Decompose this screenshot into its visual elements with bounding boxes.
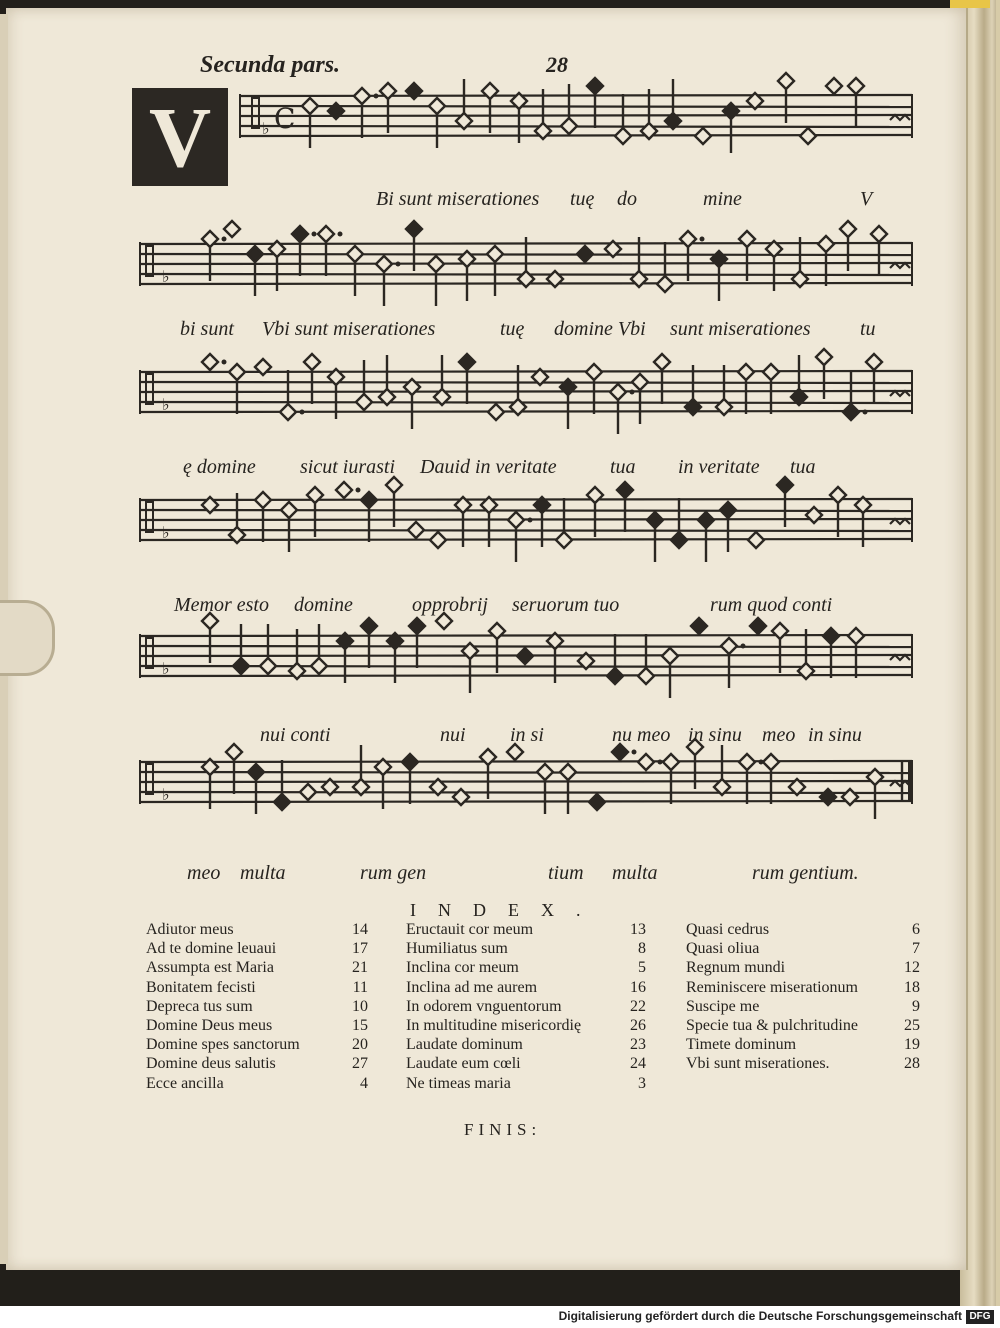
staff-line (140, 371, 912, 372)
note-head (638, 668, 654, 684)
lyric-syllable: tua (790, 456, 816, 478)
index-entry (686, 1035, 920, 1054)
note-head (826, 78, 842, 94)
staff-line (140, 519, 912, 520)
note-head (820, 789, 836, 805)
flat-sign: ♭ (162, 785, 170, 804)
lyric-syllable: in veritate (678, 456, 760, 478)
note-head (560, 379, 576, 395)
lyric-syllable: meo (762, 724, 796, 746)
note-head (292, 226, 308, 242)
index-entry (686, 978, 920, 997)
note-head (738, 364, 754, 380)
lyric-syllable: nui conti (260, 724, 331, 746)
note-head (866, 354, 882, 370)
index-entry (686, 958, 920, 977)
lyric-syllable: multa (240, 862, 286, 884)
flat-sign: ♭ (162, 523, 170, 542)
note-head (560, 764, 576, 780)
note-head (748, 532, 764, 548)
note-head (830, 487, 846, 503)
lyric-syllable: tium (548, 862, 584, 884)
index-entry-page: 3 (638, 1074, 646, 1092)
c-clef (146, 374, 153, 404)
lyric-syllable: tu (860, 318, 876, 340)
note-head (711, 251, 727, 267)
note-head (607, 668, 623, 684)
note-head (202, 354, 218, 370)
note-head (402, 754, 418, 770)
note-head (247, 246, 263, 262)
index-entry-title: Laudate eum cœli (406, 1055, 521, 1073)
note-head (406, 221, 422, 237)
index-entry (406, 1074, 646, 1093)
index-entry (686, 920, 920, 939)
index-entry (406, 958, 646, 977)
index-entry-title: Bonitatem fecisti (146, 978, 256, 996)
lyric-syllable: opprobrij (412, 594, 488, 616)
note-head (720, 502, 736, 518)
note-head (586, 364, 602, 380)
note-head (281, 502, 297, 518)
lyric-syllable: rum gentium. (752, 862, 859, 884)
note-head (695, 128, 711, 144)
dot (222, 360, 227, 365)
index-entry-page: 7 (912, 940, 920, 958)
note-head (354, 88, 370, 104)
note-head (561, 118, 577, 134)
staff-line (140, 510, 912, 511)
note-head (647, 512, 663, 528)
note-head (589, 794, 605, 810)
note-head (792, 271, 808, 287)
note-head (361, 618, 377, 634)
index-entry-page: 22 (630, 997, 646, 1015)
c-clef (252, 98, 259, 128)
c-clef (146, 502, 153, 532)
dot (396, 262, 401, 267)
note-head (280, 404, 296, 420)
note-head (806, 507, 822, 523)
index-entry-page: 11 (352, 978, 368, 996)
index-entry-page: 16 (630, 978, 646, 996)
dot (632, 750, 637, 755)
page-number: 28 (546, 52, 568, 77)
index-entry-page: 5 (638, 959, 646, 977)
index-entry-title: Suscipe me (686, 997, 760, 1015)
index-column-3 (686, 920, 920, 1074)
lyric-syllable: meo (187, 862, 221, 884)
note-head (260, 658, 276, 674)
staff-line (240, 95, 912, 96)
index-entry-page: 10 (352, 997, 368, 1015)
note-head (843, 404, 859, 420)
note-head (778, 73, 794, 89)
note-head (587, 487, 603, 503)
index-entry-title: Inclina ad me aurem (406, 978, 538, 996)
note-head (685, 399, 701, 415)
note-head (816, 349, 832, 365)
note-head (671, 532, 687, 548)
staff-line (140, 646, 912, 647)
note-head (248, 764, 264, 780)
note-head (641, 123, 657, 139)
dot (222, 237, 227, 242)
lyric-syllable: rum gen (360, 862, 427, 884)
index-entry-title: Eructauit cor meum (406, 921, 534, 938)
c-clef (146, 246, 153, 276)
index-entry-title: Ad te domine leuaui (146, 940, 277, 958)
note-head (347, 246, 363, 262)
note-head (777, 477, 793, 493)
index-entry-title: Ecce ancilla (146, 1074, 224, 1092)
note-head (255, 492, 271, 508)
note-head (311, 658, 327, 674)
note-head (763, 754, 779, 770)
dfg-logo: DFG (966, 1310, 994, 1324)
note-head (840, 221, 856, 237)
note-head (336, 482, 352, 498)
index-entry-page: 12 (904, 959, 920, 977)
note-head (617, 482, 633, 498)
index-entry-page: 14 (352, 921, 368, 938)
dot (300, 410, 305, 415)
index-entry (686, 939, 920, 958)
index-entry-page: 4 (360, 1074, 368, 1092)
lyric-syllable: domine Vbi (554, 318, 646, 340)
note-head (304, 354, 320, 370)
index-entry (406, 1016, 646, 1035)
flat-sign: ♭ (162, 659, 170, 678)
finis: FINIS: (464, 1120, 542, 1139)
note-head (233, 658, 249, 674)
note-head (356, 394, 372, 410)
dot (374, 94, 379, 99)
staff-line (140, 635, 912, 636)
staff-line (140, 530, 912, 531)
index-entry-title: Domine spes sanctorum (146, 1036, 300, 1054)
initial-letter: V (148, 89, 212, 185)
dot (338, 232, 343, 237)
index-title: INDEX. (410, 900, 603, 920)
note-head (556, 532, 572, 548)
lyric-syllable: domine (294, 594, 353, 616)
index-entry-title: Timete dominum (686, 1036, 797, 1054)
index-entry-page: 6 (912, 921, 920, 938)
lyric-syllable: V (860, 188, 873, 210)
dot (863, 410, 868, 415)
note-head (818, 236, 834, 252)
note-head (226, 744, 242, 760)
index-entry-page: 15 (352, 1017, 368, 1035)
staff-line (140, 761, 912, 762)
dot (700, 237, 705, 242)
note-head (763, 364, 779, 380)
note-head (224, 221, 240, 237)
lyric-syllable: seruorum tuo (512, 594, 620, 616)
index-entry (146, 1074, 368, 1093)
note-head (488, 404, 504, 420)
note-head (654, 354, 670, 370)
dot (356, 488, 361, 493)
index-entry-title: In odorem vnguentorum (406, 997, 562, 1015)
note-head (691, 618, 707, 634)
lyric-syllable: Vbi sunt miserationes (262, 318, 436, 340)
dot (312, 232, 317, 237)
index-entry-page: 8 (638, 940, 646, 958)
lyric-syllable: ę domine (183, 456, 256, 478)
index-entry-page: 28 (904, 1055, 920, 1073)
note-head (631, 271, 647, 287)
index-entry-page: 23 (630, 1036, 646, 1054)
lyric-syllable: mine (703, 188, 742, 210)
note-head (680, 231, 696, 247)
dot (528, 518, 533, 523)
staff-line (140, 382, 912, 383)
lyric-syllable: in si (510, 724, 544, 746)
note-head (318, 226, 334, 242)
index-entry (406, 997, 646, 1016)
index-entry-title: Domine Deus meus (146, 1017, 273, 1035)
lyric-syllable: tuę (570, 188, 595, 210)
index-entry-title: Specie tua & pulchritudine (686, 1017, 858, 1035)
index-entry-title: Ne timeas maria (406, 1074, 511, 1092)
index-entry (406, 978, 646, 997)
note-head (842, 789, 858, 805)
part-title: Secunda pars. (200, 52, 341, 78)
staff-line (140, 666, 912, 667)
note-head (800, 128, 816, 144)
index-entry-title: Quasi oliua (686, 940, 760, 958)
index-entry-page: 9 (912, 997, 920, 1015)
index-entry-title: Laudate dominum (406, 1036, 523, 1054)
index-entry-page: 18 (904, 978, 920, 996)
index-entry-title: In multitudine misericordię (406, 1017, 582, 1035)
note-head (610, 384, 626, 400)
index-entry-page: 27 (352, 1055, 368, 1073)
index-entry-page: 24 (630, 1055, 646, 1073)
note-head (723, 103, 739, 119)
lyric-syllable: in sinu (688, 724, 742, 746)
staff-line (140, 675, 912, 676)
lyric-syllable: Memor esto (174, 594, 269, 616)
index-entry-title: Inclina cor meum (406, 959, 519, 977)
note-head (739, 231, 755, 247)
note-head (302, 98, 318, 114)
note-head (615, 128, 631, 144)
lyric-syllable: do (617, 188, 637, 210)
index-entry (146, 1035, 368, 1054)
note-head (508, 512, 524, 528)
note-head (663, 754, 679, 770)
note-head (547, 271, 563, 287)
lyric-syllable: in sinu (808, 724, 862, 746)
note-head (657, 276, 673, 292)
note-head (772, 623, 788, 639)
staff-line (140, 539, 912, 540)
note-head (537, 764, 553, 780)
staff-line (140, 411, 912, 412)
note-head (848, 78, 864, 94)
note-head (577, 246, 593, 262)
dot (630, 390, 635, 395)
note-head (229, 364, 245, 380)
lyric-syllable: Dauid in veritate (420, 456, 557, 478)
flat-sign: ♭ (162, 267, 170, 286)
index-entry (686, 997, 920, 1016)
index-entry-title: Humiliatus sum (406, 940, 508, 958)
note-head (361, 492, 377, 508)
index-entry-page: 17 (352, 940, 368, 958)
index-entry (406, 1054, 646, 1073)
note-head (739, 754, 755, 770)
c-clef (146, 638, 153, 668)
index-entry (146, 997, 368, 1016)
note-head (386, 477, 402, 493)
lyric-syllable: Bi sunt miserationes (376, 188, 540, 210)
note-head (274, 794, 290, 810)
lyric-syllable: sunt miserationes (670, 318, 811, 340)
index-entry (686, 1016, 920, 1035)
index-entry-page: 20 (352, 1036, 368, 1054)
note-head (376, 256, 392, 272)
note-head (300, 784, 316, 800)
lyric-syllable: tuę (500, 318, 525, 340)
index-entry-title: Domine deus salutis (146, 1055, 276, 1073)
flat-sign: ♭ (162, 395, 170, 414)
note-head (867, 769, 883, 785)
note-head (721, 638, 737, 654)
index-entry-page: 21 (352, 959, 368, 977)
note-head (871, 226, 887, 242)
index-entry-title: Quasi cedrus (686, 921, 770, 938)
index-entry (146, 958, 368, 977)
note-head (750, 618, 766, 634)
index-entry-title: Regnum mundi (686, 959, 786, 977)
note-head (430, 532, 446, 548)
note-head (459, 354, 475, 370)
lyric-syllable: nu meo (612, 724, 671, 746)
footer-credit: Digitalisierung gefördert durch die Deutsche Forschungsgemeinschaft (558, 1309, 962, 1323)
note-head (408, 522, 424, 538)
index-entry (146, 920, 368, 939)
index-column-1 (146, 920, 368, 1093)
index-entry-title: Depreca tus sum (146, 997, 253, 1015)
note-head (487, 246, 503, 262)
note-head (662, 648, 678, 664)
lyric-syllable: tua (610, 456, 636, 478)
note-head (698, 512, 714, 528)
index-entry-page: 25 (904, 1017, 920, 1035)
index-entry (146, 978, 368, 997)
index-entry-title: Vbi sunt miserationes. (686, 1055, 830, 1073)
note-head (428, 256, 444, 272)
note-head (632, 374, 648, 390)
index-entry (406, 939, 646, 958)
note-head (409, 618, 425, 634)
note-head (587, 78, 603, 94)
note-head (517, 648, 533, 664)
note-head (638, 754, 654, 770)
note-head (716, 399, 732, 415)
lyric-syllable: multa (612, 862, 658, 884)
index-entry (406, 1035, 646, 1054)
note-head (848, 628, 864, 644)
flat-sign: ♭ (262, 119, 270, 138)
index-column-2 (406, 920, 646, 1093)
lyric-syllable: bi sunt (180, 318, 234, 340)
index-entry-title: Adiutor meus (146, 921, 234, 938)
lyric-syllable: rum quod conti (710, 594, 833, 616)
index-entry-title: Assumpta est Maria (146, 959, 274, 977)
index-entry (406, 920, 646, 939)
index-entry (146, 939, 368, 958)
note-head (823, 628, 839, 644)
c-clef (146, 764, 153, 794)
index-entry (146, 1054, 368, 1073)
index-entry (686, 1054, 920, 1073)
index-entry-page: 13 (630, 921, 646, 938)
lyric-syllable: nui (440, 724, 466, 746)
index-entry-page: 26 (630, 1017, 646, 1035)
lyric-syllable: sicut iurasti (300, 456, 396, 478)
note-head (798, 663, 814, 679)
index-entry-page: 19 (904, 1036, 920, 1054)
note-head (429, 98, 445, 114)
mensuration-sign: C (274, 102, 296, 135)
index-entry-title: Reminiscere miserationum (686, 978, 858, 996)
footer-bar (0, 1306, 1000, 1328)
index-entry (146, 1016, 368, 1035)
dot (741, 644, 746, 649)
